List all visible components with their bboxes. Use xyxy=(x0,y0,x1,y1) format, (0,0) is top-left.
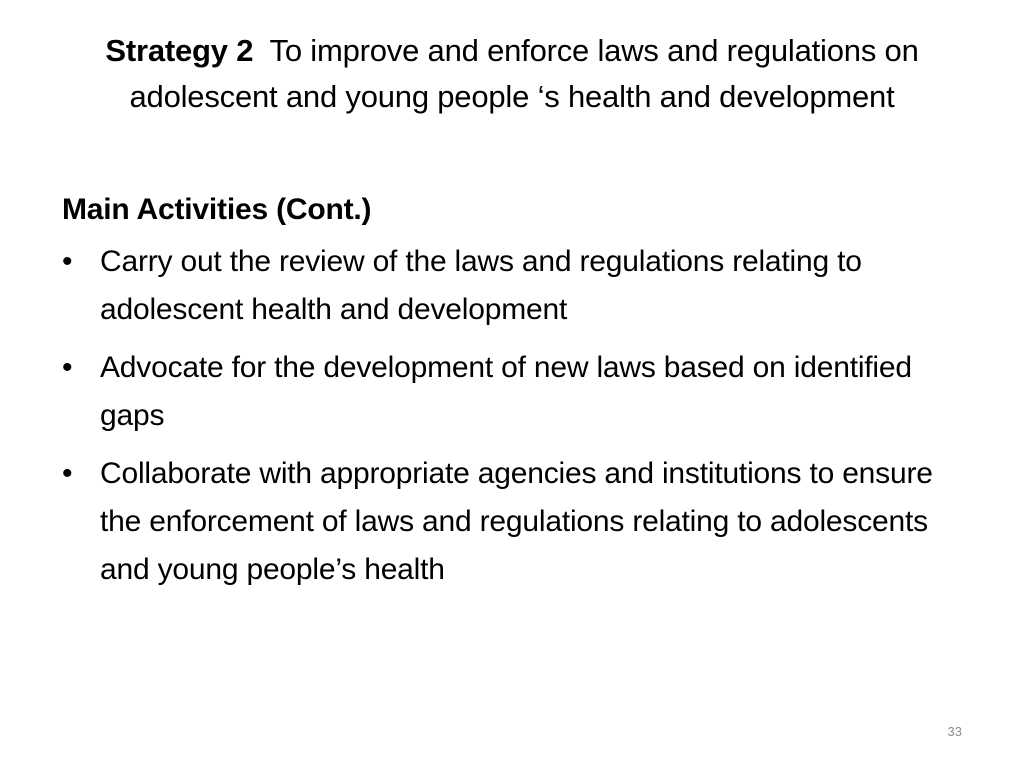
bullet-text: Carry out the review of the laws and regulations relating to adolescent health and development xyxy=(100,245,862,326)
bullet-text: Collaborate with appropriate agencies and institutions to ensure the enforcement of laws and regulations relating to adolescents and young people’s health xyxy=(100,457,933,586)
title-text: To improve and enforce laws and regulations on adolescent and young people ‘s health and development xyxy=(129,33,919,114)
bullet-icon: • xyxy=(62,245,73,278)
slide-title xyxy=(60,28,964,120)
bullet-item xyxy=(62,344,962,440)
bullet-text: Advocate for the development of new laws based on identified gaps xyxy=(100,351,912,432)
bullet-icon: • xyxy=(62,351,73,384)
page-number: 33 xyxy=(947,724,962,739)
bullet-item xyxy=(62,450,962,594)
bullet-list xyxy=(62,238,962,594)
section-heading: Main Activities (Cont.) xyxy=(62,193,372,226)
bullet-icon: • xyxy=(62,457,73,490)
title-strategy-label: Strategy 2 xyxy=(105,33,254,68)
slide-content xyxy=(62,188,962,604)
bullet-item xyxy=(62,238,962,334)
